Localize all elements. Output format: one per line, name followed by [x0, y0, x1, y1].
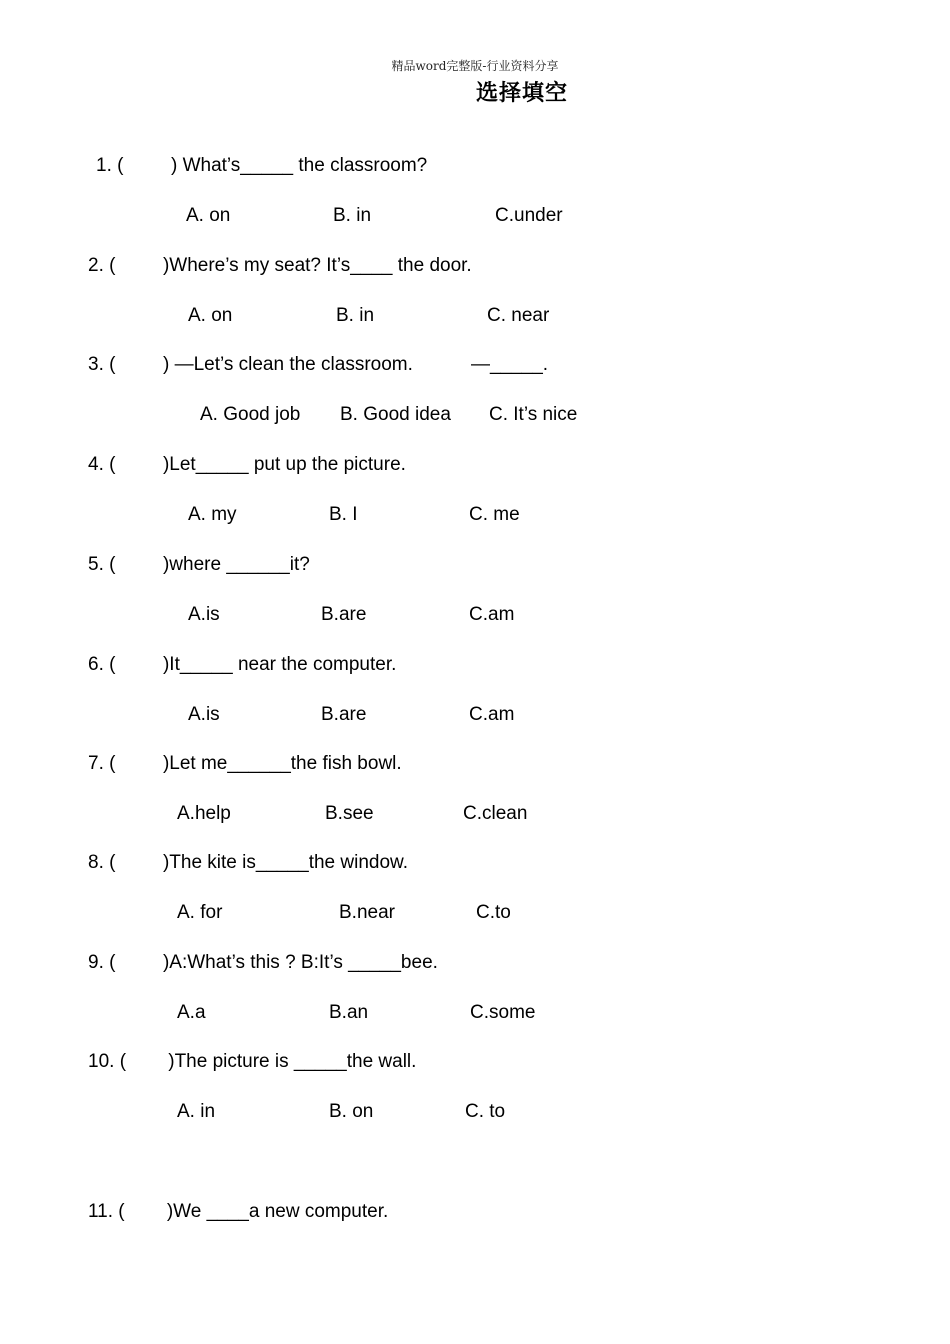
option-2b: B. in: [336, 305, 375, 326]
option-7a: A.help: [177, 803, 231, 824]
option-9a: A.a: [177, 1002, 206, 1023]
option-4a: A. my: [188, 504, 237, 525]
option-3b: B. Good idea: [340, 404, 451, 425]
option-10a: A. in: [177, 1101, 216, 1122]
option-6c: C.am: [469, 704, 515, 725]
option-5b: B.are: [321, 604, 367, 625]
option-9b: B.an: [329, 1002, 369, 1023]
question-1: 1. ( ) What’s_____ the classroom?: [96, 155, 428, 176]
question-4: 4. ( )Let_____ put up the picture.: [88, 454, 406, 475]
question-3: 3. ( ) —Let’s clean the classroom. —_____.: [88, 354, 549, 375]
option-6a: A.is: [188, 704, 220, 725]
question-8: 8. ( )The kite is_____the window.: [88, 852, 408, 873]
option-8a: A. for: [177, 902, 223, 923]
option-7c: C.clean: [463, 803, 528, 824]
option-4c: C. me: [469, 504, 520, 525]
header-note: 精品word完整版-行业资料分享: [391, 59, 559, 73]
option-10c: C. to: [465, 1101, 506, 1122]
option-1a: A. on: [186, 205, 231, 226]
option-3c: C. It’s nice: [489, 404, 578, 425]
option-10b: B. on: [329, 1101, 374, 1122]
question-2: 2. ( )Where’s my seat? It’s____ the door.: [88, 255, 472, 276]
page-title: 选择填空: [476, 81, 569, 106]
option-2c: C. near: [487, 305, 550, 326]
question-7: 7. ( )Let me______the fish bowl.: [88, 753, 402, 774]
option-1c: C.under: [495, 205, 563, 226]
option-5a: A.is: [188, 604, 220, 625]
option-1b: B. in: [333, 205, 372, 226]
question-10: 10. ( )The picture is _____the wall.: [88, 1051, 417, 1072]
question-11: 11. ( )We ____a new computer.: [88, 1201, 389, 1222]
option-8b: B.near: [339, 902, 395, 923]
option-3a: A. Good job: [200, 404, 301, 425]
question-6: 6. ( )It_____ near the computer.: [88, 654, 397, 675]
option-6b: B.are: [321, 704, 367, 725]
option-7b: B.see: [325, 803, 374, 824]
option-4b: B. I: [329, 504, 358, 525]
option-8c: C.to: [476, 902, 511, 923]
option-2a: A. on: [188, 305, 233, 326]
option-9c: C.some: [470, 1002, 536, 1023]
question-9: 9. ( )A:What’s this ? B:It’s _____bee.: [88, 952, 438, 973]
question-5: 5. ( )where ______it?: [88, 554, 310, 575]
option-5c: C.am: [469, 604, 515, 625]
